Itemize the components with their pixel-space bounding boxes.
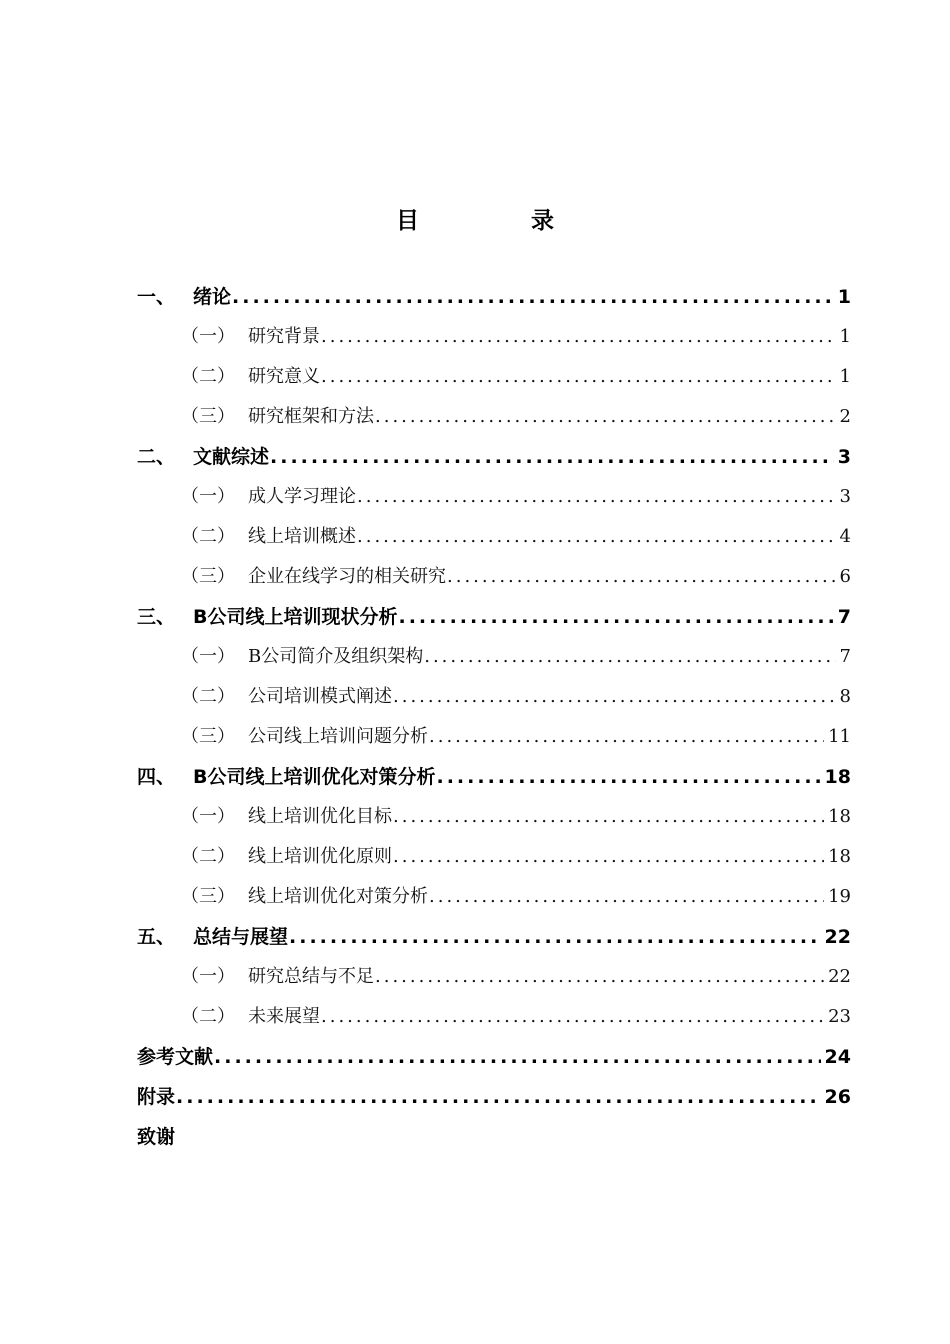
toc-entry-label: 企业在线学习的相关研究 [248,566,446,587]
toc-entry-page-number: 22 [828,966,851,987]
toc-section-18[interactable] [137,1002,851,1042]
toc-section-3[interactable] [137,402,851,442]
toc-dot-leader [393,842,824,872]
toc-dot-leader [357,482,836,512]
toc-entry-number: （三） [181,566,235,587]
toc-dot-leader [270,442,834,472]
toc-entry-label: 成人学习理论 [248,486,356,507]
toc-entry-label: 致谢 [137,1126,176,1148]
toc-entry-number: （二） [181,1006,235,1027]
toc-dot-leader [176,1082,821,1112]
toc-entry-number: 五、 [137,926,176,948]
toc-entry-number: （一） [181,486,235,507]
table-of-contents [137,282,851,1162]
toc-entry-label: B公司线上培训优化对策分析 [193,766,436,788]
toc-entry-label: 文献综述 [193,446,270,468]
toc-dot-leader [393,682,836,712]
toc-entry-label: B公司简介及组织架构 [248,646,424,667]
toc-entry-label: 线上培训概述 [248,526,356,547]
toc-chapter-21[interactable] [137,1122,851,1162]
toc-chapter-16[interactable] [137,922,851,962]
toc-dot-leader [436,762,820,792]
toc-entry-number: （一） [181,806,235,827]
toc-dot-leader [214,1042,821,1072]
toc-chapter-4[interactable] [137,442,851,482]
toc-section-17[interactable] [137,962,851,1002]
toc-entry-page-number: 3 [837,446,851,468]
toc-entry-number: （一） [181,326,235,347]
toc-entry-page-number: 7 [839,646,851,667]
toc-entry-label: B公司线上培训现状分析 [193,606,398,628]
toc-chapter-19[interactable] [137,1042,851,1082]
toc-entry-label: 未来展望 [248,1006,320,1027]
toc-section-6[interactable] [137,522,851,562]
toc-entry-page-number: 26 [824,1086,851,1108]
toc-entry-number: （一） [181,966,235,987]
toc-dot-leader [429,882,824,912]
toc-section-1[interactable] [137,322,851,362]
toc-entry-page-number: 18 [828,846,851,867]
toc-section-13[interactable] [137,802,851,842]
toc-dot-leader [357,522,836,552]
toc-chapter-8[interactable] [137,602,851,642]
toc-entry-label: 线上培训优化目标 [248,806,392,827]
toc-dot-leader [375,962,824,992]
toc-entry-label: 线上培训优化原则 [248,846,392,867]
toc-entry-label: 研究意义 [248,366,320,387]
toc-entry-number: 一、 [137,286,176,308]
toc-section-15[interactable] [137,882,851,922]
toc-entry-number: （三） [181,886,235,907]
toc-entry-number: （二） [181,686,235,707]
toc-entry-page-number: 7 [837,606,851,628]
toc-dot-leader [289,922,821,952]
toc-entry-page-number: 6 [839,566,851,587]
toc-entry-number: 二、 [137,446,176,468]
toc-entry-label: 研究背景 [248,326,320,347]
toc-entry-page-number: 18 [828,806,851,827]
toc-entry-number: （二） [181,366,235,387]
toc-entry-page-number: 3 [839,486,851,507]
toc-entry-number: （三） [181,406,235,427]
toc-chapter-0[interactable] [137,282,851,322]
toc-entry-number: （一） [181,646,235,667]
toc-dot-leader [393,802,824,832]
toc-entry-page-number: 19 [828,886,851,907]
toc-dot-leader [321,362,836,392]
toc-title: 目 录 [395,208,606,234]
toc-entry-label: 参考文献 [137,1046,214,1068]
toc-entry-page-number: 22 [824,926,851,948]
toc-entry-page-number: 1 [839,366,851,387]
toc-entry-page-number: 18 [824,766,851,788]
toc-entry-label: 公司线上培训问题分析 [248,726,428,747]
toc-section-2[interactable] [137,362,851,402]
toc-dot-leader [321,1002,824,1032]
toc-entry-page-number: 1 [839,326,851,347]
toc-section-7[interactable] [137,562,851,602]
toc-chapter-20[interactable] [137,1082,851,1122]
toc-dot-leader [429,722,824,752]
toc-entry-page-number: 4 [839,526,851,547]
toc-dot-leader [398,602,833,632]
toc-entry-label: 公司培训模式阐述 [248,686,392,707]
toc-section-9[interactable] [137,642,851,682]
toc-chapter-12[interactable] [137,762,851,802]
toc-entry-label: 绪论 [193,286,232,308]
toc-entry-page-number: 23 [828,1006,851,1027]
toc-entry-page-number: 11 [828,726,851,747]
toc-section-14[interactable] [137,842,851,882]
toc-entry-number: （二） [181,846,235,867]
toc-dot-leader [232,282,834,312]
toc-dot-leader [424,642,835,672]
toc-section-5[interactable] [137,482,851,522]
toc-entry-label: 研究框架和方法 [248,406,374,427]
toc-entry-page-number: 8 [839,686,851,707]
toc-entry-page-number: 1 [837,286,851,308]
toc-dot-leader [375,402,836,432]
toc-entry-label: 研究总结与不足 [248,966,374,987]
toc-entry-label: 附录 [137,1086,176,1108]
toc-entry-label: 线上培训优化对策分析 [248,886,428,907]
toc-entry-number: 三、 [137,606,176,628]
toc-entry-page-number: 24 [824,1046,851,1068]
toc-section-11[interactable] [137,722,851,762]
toc-entry-number: （三） [181,726,235,747]
toc-dot-leader [321,322,836,352]
toc-section-10[interactable] [137,682,851,722]
toc-dot-leader [447,562,836,592]
toc-entry-page-number: 2 [839,406,851,427]
toc-entry-number: （二） [181,526,235,547]
toc-entry-label: 总结与展望 [193,926,289,948]
toc-entry-number: 四、 [137,766,176,788]
